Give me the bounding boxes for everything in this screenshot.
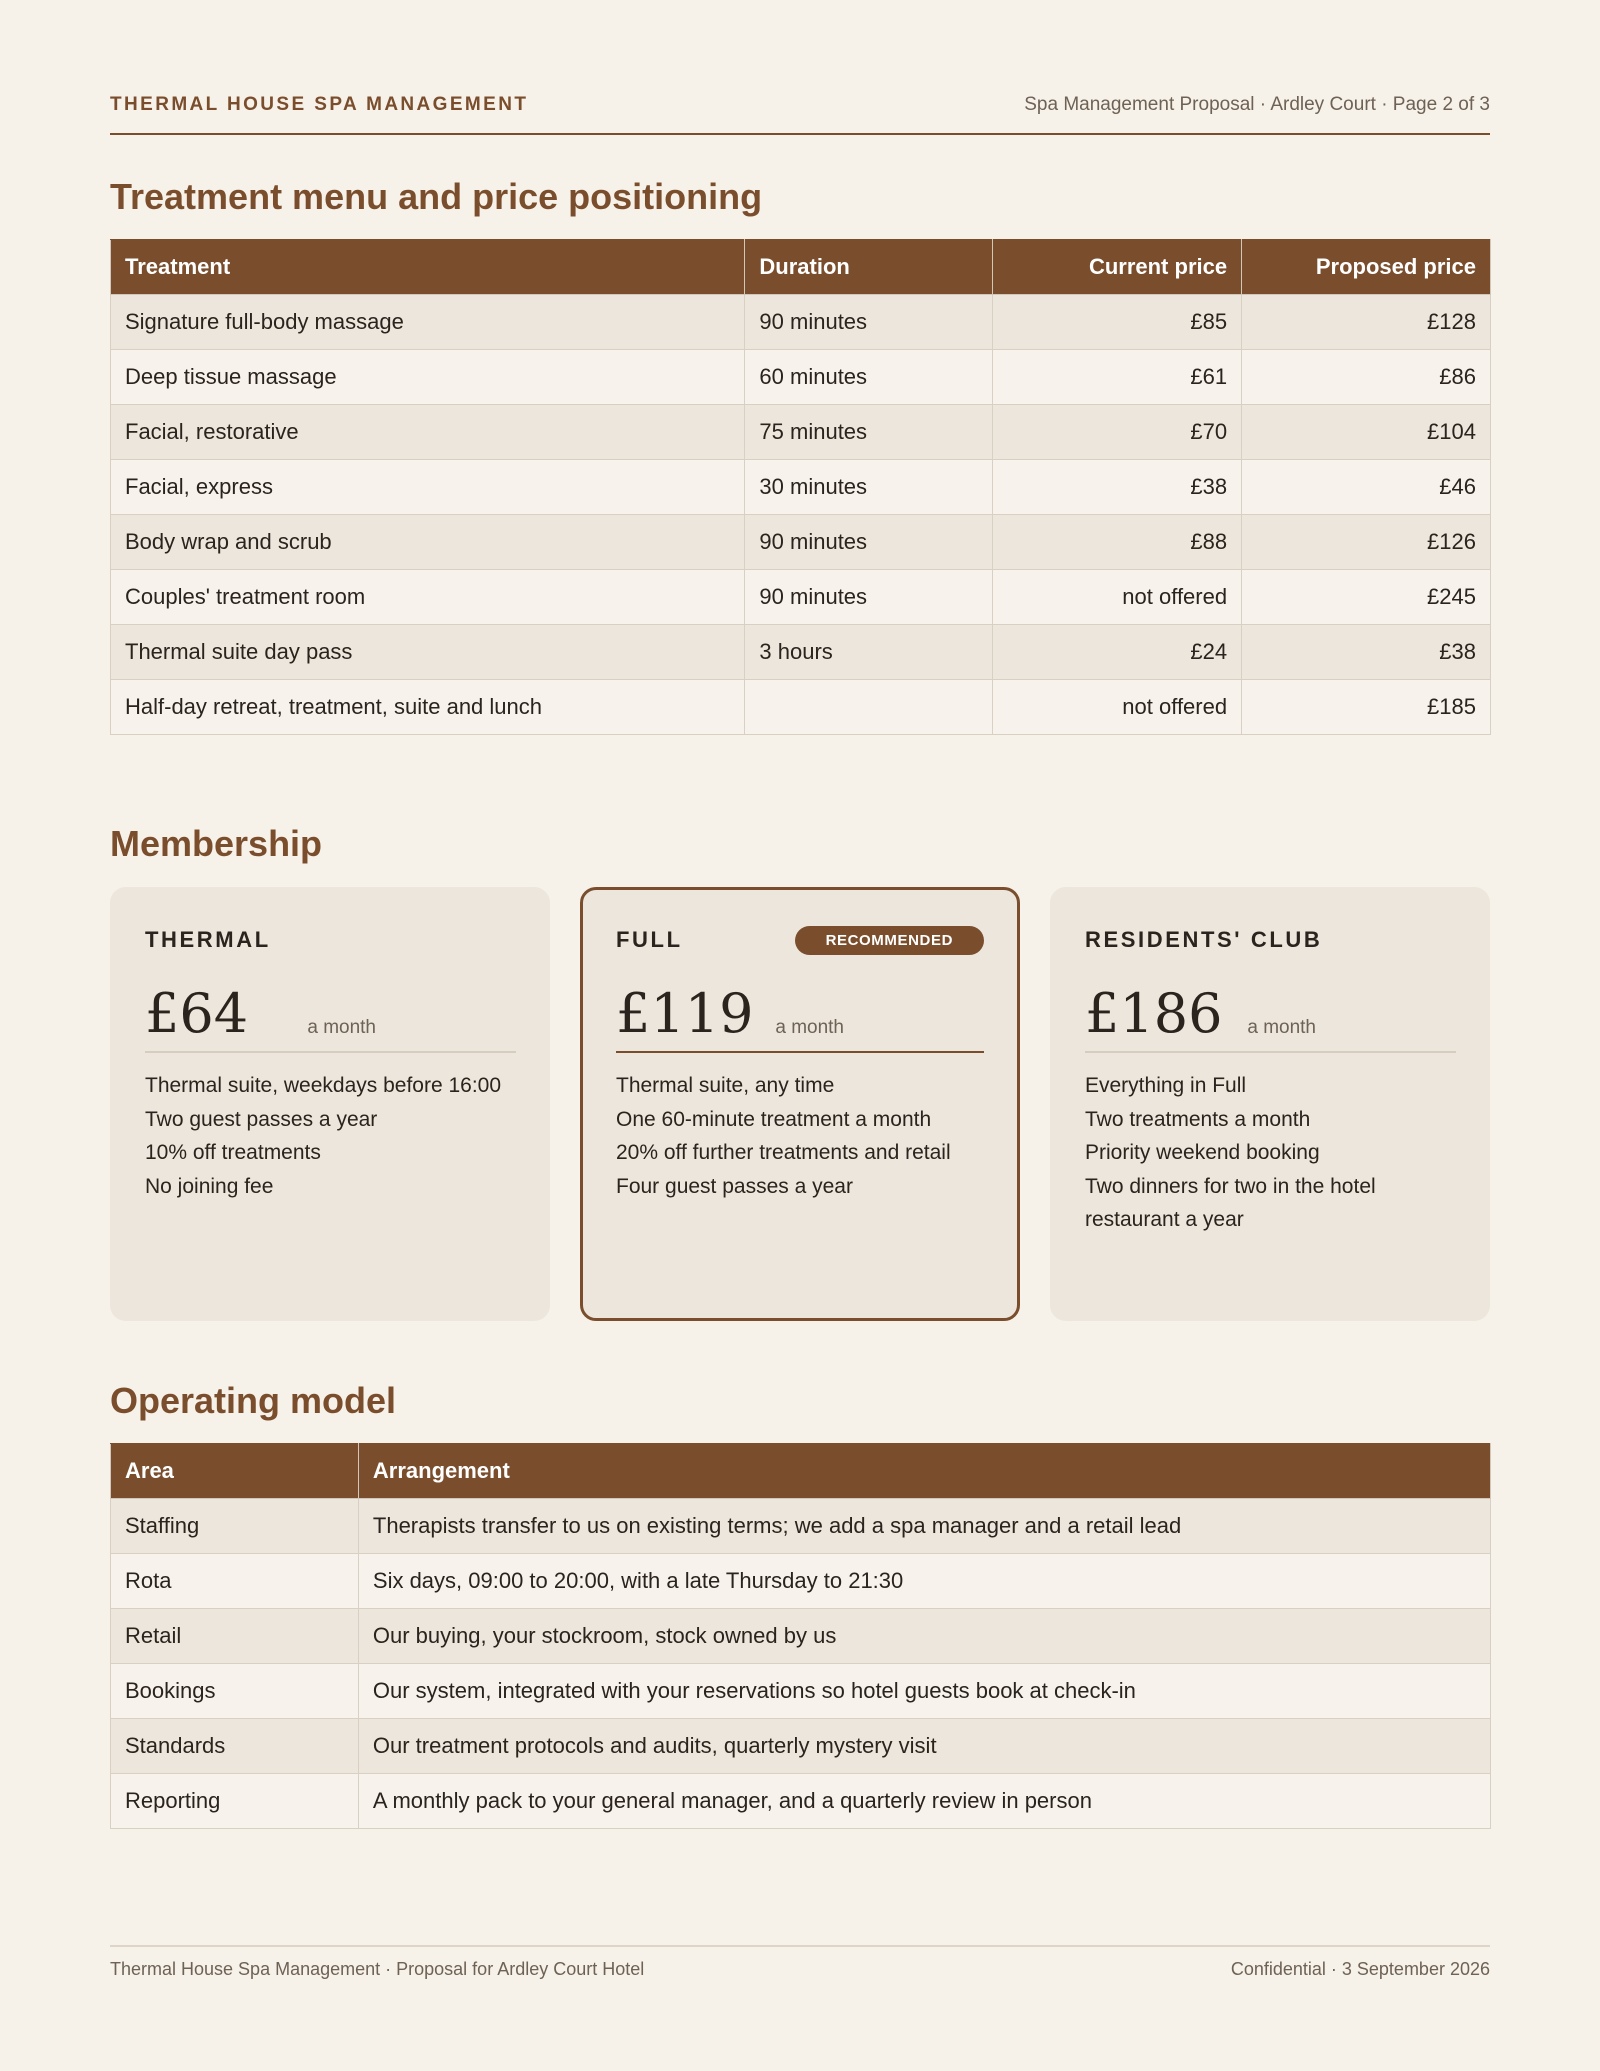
tier-price: £64 — [145, 982, 249, 1045]
arrangement-cell: Our treatment protocols and audits, quarterly mystery visit — [358, 1719, 1490, 1774]
tier-price: £186 — [1085, 982, 1223, 1045]
brand-name: THERMAL HOUSE SPA MANAGEMENT — [110, 94, 529, 115]
feature-item: 10% off treatments — [145, 1141, 321, 1164]
treatment-name: Couples' treatment room — [111, 570, 745, 625]
table-row — [111, 515, 1491, 570]
table-row — [111, 625, 1491, 680]
treatment-name: Facial, restorative — [111, 405, 745, 460]
treatment-duration: 90 minutes — [745, 570, 993, 625]
tier-features — [1085, 1069, 1456, 1237]
treatment-header-row — [111, 240, 1491, 295]
table-row — [111, 1774, 1491, 1829]
current-price: £61 — [993, 350, 1242, 405]
feature-item: Two dinners for two in the hotel restaurant a year — [1085, 1174, 1376, 1231]
arrangement-cell: Six days, 09:00 to 20:00, with a late Thursday to 21:30 — [358, 1554, 1490, 1609]
feature-item: Priority weekend booking — [1085, 1141, 1320, 1164]
treatment-name: Facial, express — [111, 460, 745, 515]
treatment-section-title: Treatment menu and price positioning — [110, 176, 763, 217]
tier-name: FULL — [616, 927, 683, 952]
column-header-current-price: Current price — [993, 240, 1242, 295]
column-header-area: Area — [111, 1444, 359, 1499]
proposed-price: £86 — [1242, 350, 1491, 405]
treatment-duration: 75 minutes — [745, 405, 993, 460]
treatment-name: Signature full-body massage — [111, 295, 745, 350]
area-cell: Bookings — [111, 1664, 359, 1719]
feature-item: Everything in Full — [1085, 1074, 1247, 1097]
proposed-price: £128 — [1242, 295, 1491, 350]
proposed-price: £104 — [1242, 405, 1491, 460]
table-row — [111, 350, 1491, 405]
membership-section-title: Membership — [110, 823, 323, 864]
column-header-duration: Duration — [745, 240, 993, 295]
current-price: not offered — [993, 680, 1242, 735]
tier-price: £119 — [616, 982, 754, 1045]
arrangement-cell: Our system, integrated with your reservations so hotel guests book at check-in — [358, 1664, 1490, 1719]
proposed-price: £126 — [1242, 515, 1491, 570]
column-header-arrangement: Arrangement — [358, 1444, 1490, 1499]
treatment-name: Thermal suite day pass — [111, 625, 745, 680]
treatment-duration: 90 minutes — [745, 295, 993, 350]
feature-item: Four guest passes a year — [616, 1174, 853, 1198]
arrangement-cell: A monthly pack to your general manager, and a quarterly review in person — [358, 1774, 1490, 1829]
current-price: £85 — [993, 295, 1242, 350]
operating-header-row — [111, 1444, 1491, 1499]
arrangement-cell: Therapists transfer to us on existing terms; we add a spa manager and a retail lead — [358, 1499, 1490, 1554]
tier-name: RESIDENTS' CLUB — [1085, 927, 1323, 952]
treatment-duration: 60 minutes — [745, 350, 993, 405]
feature-item: Two treatments a month — [1085, 1107, 1311, 1131]
table-row — [111, 1664, 1491, 1719]
current-price: £70 — [993, 405, 1242, 460]
treatment-duration: 30 minutes — [745, 460, 993, 515]
area-cell: Standards — [111, 1719, 359, 1774]
current-price: £24 — [993, 625, 1242, 680]
feature-item: No joining fee — [145, 1174, 274, 1198]
treatment-duration — [745, 680, 993, 735]
feature-item: Two guest passes a year — [145, 1107, 378, 1131]
proposed-price: £38 — [1242, 625, 1491, 680]
treatment-name: Half-day retreat, treatment, suite and lunch — [111, 680, 745, 735]
proposed-price: £185 — [1242, 680, 1491, 735]
treatment-name: Deep tissue massage — [111, 350, 745, 405]
tier-name: THERMAL — [145, 927, 271, 952]
footer-left: Thermal House Spa Management · Proposal for Ardley Court Hotel — [110, 1959, 645, 1979]
feature-item: Thermal suite, any time — [616, 1074, 835, 1097]
proposed-price: £245 — [1242, 570, 1491, 625]
tier-period: a month — [1247, 1017, 1316, 1038]
operating-section-title: Operating model — [110, 1380, 397, 1421]
treatment-name: Body wrap and scrub — [111, 515, 745, 570]
footer-right: Confidential · 3 September 2026 — [1230, 1959, 1490, 1979]
treatment-duration: 3 hours — [745, 625, 993, 680]
table-row — [111, 1609, 1491, 1664]
treatment-duration: 90 minutes — [745, 515, 993, 570]
tier-period: a month — [775, 1017, 844, 1038]
feature-item: Thermal suite, weekdays before 16:00 — [145, 1074, 502, 1097]
arrangement-cell: Our buying, your stockroom, stock owned by us — [358, 1609, 1490, 1664]
membership-card-residents-club — [1050, 887, 1490, 1321]
table-row — [111, 680, 1491, 735]
treatment-table — [110, 239, 1491, 735]
proposed-price: £46 — [1242, 460, 1491, 515]
feature-item: 20% off further treatments and retail — [616, 1141, 951, 1164]
membership-card-full — [580, 887, 1020, 1321]
membership-card-thermal — [110, 887, 550, 1321]
table-row — [111, 1499, 1491, 1554]
table-row — [111, 405, 1491, 460]
table-row — [111, 570, 1491, 625]
recommended-badge: RECOMMENDED — [795, 926, 984, 955]
column-header-proposed-price: Proposed price — [1242, 240, 1491, 295]
table-row — [111, 460, 1491, 515]
page-meta: Spa Management Proposal · Ardley Court · Page 2 of 3 — [1024, 94, 1490, 115]
column-header-treatment: Treatment — [111, 240, 745, 295]
feature-item: One 60-minute treatment a month — [616, 1107, 932, 1131]
membership-cards — [110, 887, 1490, 1321]
operating-table — [110, 1443, 1491, 1829]
page-header — [110, 92, 1490, 135]
current-price: £88 — [993, 515, 1242, 570]
table-row — [111, 1719, 1491, 1774]
area-cell: Reporting — [111, 1774, 359, 1829]
current-price: not offered — [993, 570, 1242, 625]
tier-features — [616, 1069, 984, 1203]
tier-period: a month — [307, 1017, 376, 1038]
current-price: £38 — [993, 460, 1242, 515]
page-footer — [110, 1945, 1490, 1980]
table-row — [111, 1554, 1491, 1609]
area-cell: Staffing — [111, 1499, 359, 1554]
area-cell: Rota — [111, 1554, 359, 1609]
tier-features — [145, 1069, 516, 1203]
table-row — [111, 295, 1491, 350]
area-cell: Retail — [111, 1609, 359, 1664]
